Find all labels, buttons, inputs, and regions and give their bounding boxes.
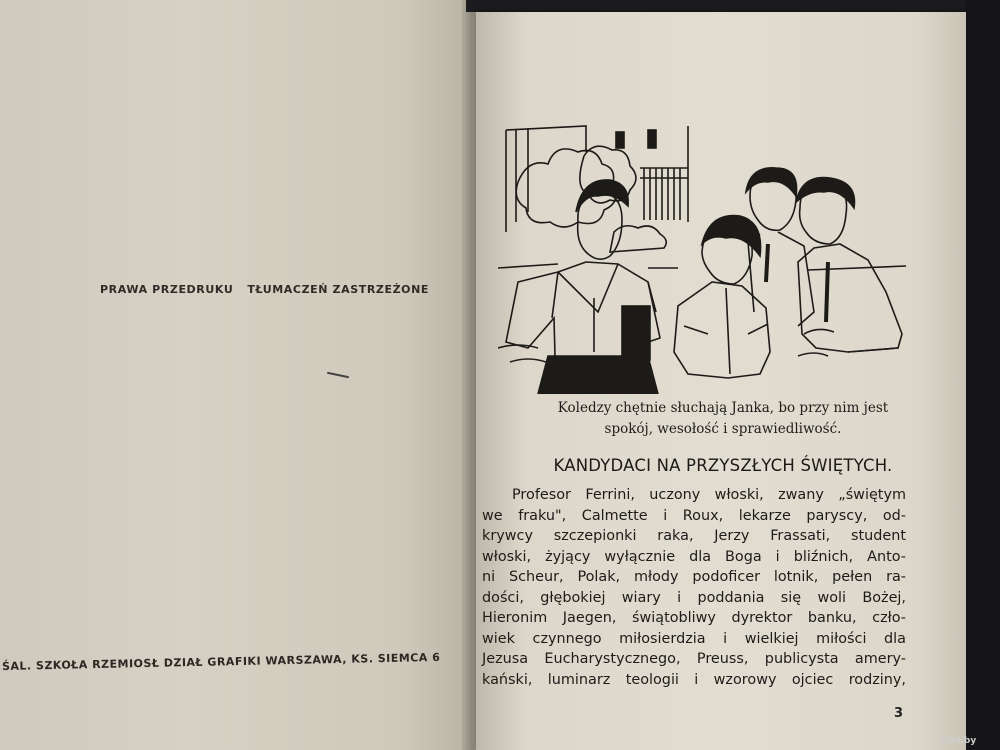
- body-paragraph: [482, 485, 906, 690]
- text-line: Hieronim Jaegen, świątobliwy dyrektor banku, czło-: [482, 610, 906, 626]
- text-line: krywcy szczepionki raka, Jerzy Frassati, student: [482, 528, 906, 544]
- left-page: [0, 0, 472, 750]
- copyright-notice: [100, 283, 429, 296]
- illustration-boys-talking: [498, 112, 906, 394]
- ink-mark: [327, 372, 349, 379]
- caption-line: Koledzy chętnie słuchają Janka, bo przy nim jest: [557, 400, 889, 416]
- background-right: [966, 0, 1000, 750]
- background-top: [466, 0, 1000, 12]
- text-line: kański, luminarz teologii i wzorowy ojciec rodziny,: [482, 671, 906, 688]
- text-line: Profesor Ferrini, uczony włoski, zwany „świętym: [512, 487, 906, 503]
- text-line: Jezusa Eucharystycznego, Preuss, publicysta amery-: [482, 651, 906, 667]
- copyright-word-1: PRAWA PRZEDRUKU: [100, 283, 234, 296]
- text-line: wiek czynnego miłosierdzia i wielkiej miłości dla: [482, 630, 906, 647]
- text-line: we fraku", Calmette i Roux, lekarze paryscy, od-: [482, 507, 906, 524]
- text-line: dości, głębokiej wiary i poddania się woli Bożej,: [482, 589, 906, 606]
- page-number: 3: [894, 706, 904, 721]
- text-line: ni Scheur, Polak, młody podoficer lotnik, pełen ra-: [482, 569, 906, 585]
- text-line: włoski, żyjący wyłącznie dla Boga i bliźnich, Anto-: [482, 548, 906, 565]
- printer-imprint: ŚAL. SZKOŁA RZEMIOSŁ DZIAŁ GRAFIKI WARSZAWA, KS. SIEMCA 6: [1, 650, 441, 673]
- caption-line: spokój, wesołość i sprawiedliwość.: [604, 421, 842, 437]
- section-heading: KANDYDACI NA PRZYSZŁYCH ŚWIĘTYCH.: [553, 456, 893, 475]
- illustration-caption: [484, 398, 962, 440]
- copyright-word-2: TŁUMACZEŃ ZASTRZEŻONE: [247, 283, 430, 296]
- watermark: kiwi.by: [940, 736, 977, 746]
